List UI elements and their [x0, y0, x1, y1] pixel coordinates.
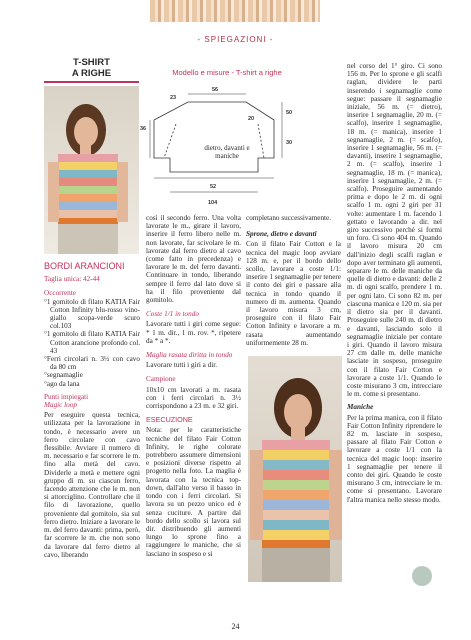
left-column [44, 262, 140, 561]
list-item: ° 1 gomitolo di filato KATIA Fair Cotton arancione profondo col. 43 [44, 330, 140, 355]
model-photo-top [44, 86, 139, 254]
coste-heading: Coste 1/1 in tondo [146, 310, 199, 319]
maniche-text: Per la prima manica, con il filato Fair Cotton Infinity riprendere le 82 m. lasciate in sospeso, passare al filato Fair Cotton e lavorare a coste 1/1 con la tecnica del magic loop: inserire 1 segnamaglie per tenere il conto dei giri. Quando le coste misurano 3 cm, intrecciare le m. come si presentano. Lavorare l'altra manica nello stesso modo. [347, 413, 442, 504]
title-line-2: A RIGHE [71, 67, 112, 79]
knit-texture-strip [150, 0, 320, 22]
esecuzione-heading: ESECUZIONE [146, 415, 193, 425]
label-30: 30 [286, 140, 293, 146]
coste-text: Lavorare tutti i giri come segue: * 1 m. dir., 1 m. rov. *, ripetere da * a *. [146, 320, 241, 345]
page-number: 24 [231, 622, 240, 631]
title-line-1: T-SHIRT [73, 57, 110, 68]
list-item: ° segnamaglie [44, 371, 140, 379]
mid-paragraph-1: così il secondo ferro. Una volta lavorate le m., girare il lavoro, inserire il ferro libero nelle m. non lavorate, far scivolare le m. lavorate dal ferro dietro al cavo (come fatto in precedenza) e lavorare le m. del ferro davanti. Continuare in tondo, liberando sempre il ferro dal lato dove si ha il filo proveniente dal gomitolo. [146, 214, 241, 305]
sprone-heading: Sprone, dietro e davanti [246, 230, 317, 239]
magic-loop-heading: Magic loop [44, 401, 77, 410]
section-header: - SPIEGAZIONI - [197, 35, 274, 44]
list-item: ° Ferri circolari n. 3½ con cavo da 80 cm [44, 355, 140, 371]
label-23: 23 [170, 95, 177, 101]
campione-text: 10x10 cm lavorati a m. rasata con i ferri circolari n. 3½ corrispondono a 23 m. e 32 giri. [146, 385, 241, 411]
third-column [246, 214, 341, 349]
magic-loop-text: Per eseguire questa tecnica, utilizzata per la lavorazione in tondo, è necessario avere un ferro circolare con cavo flessibile. Avviare il numero di m. necessario e far scorrere le m. fino alla metà del cavo. Dividerle a metà e mettere ogni gruppo di m. su ciascun ferro, facendo attenzione che le m. non si attorciglino. Controllare che il filo di lavorazione, quello proveniente dal gomitolo, sia sul ferro dietro. Iniziare a lavorare le m. del ferro davanti: prima, però, far scorrere le m. che non sono da lavorare dal ferro dietro al cavo, liberando [44, 411, 140, 559]
esecuzione-text: Nota: per le caratteristiche tecniche del filato Fair Cotton Infinity, le righe colorate potrebbero assumere dimensioni e posizioni diverse rispetto al progetto nella foto. La maglia è lavorata con la tecnica top-down, dall'alto verso il basso in tondo con i ferri circolari. Si lavora su un pezzo unico ed è senza cuciture. A partire dal bordo dello scollo si lavora sul dir. distribuendo gli aumenti lungo lo sprone fino a raggiungere le maniche, che si lasciano in sospeso e si [146, 426, 241, 558]
occorrente-heading: Occorrente [44, 289, 76, 298]
list-item: ° ago da lana [44, 380, 140, 388]
diagram-title: Modello e misure - T-shirt a righe [172, 68, 282, 77]
label-50: 50 [286, 110, 293, 116]
punti-heading: Punti impiegati [44, 392, 89, 401]
rasata-heading: Maglia rasata diritta in tondo [146, 351, 233, 360]
right-column [347, 62, 442, 506]
col3-paragraph-1: completano successivamente. [246, 214, 332, 222]
label-52: 52 [210, 184, 217, 190]
maniche-heading: Maniche [347, 403, 374, 412]
label-104: 104 [208, 200, 218, 206]
campione-heading: Campione [146, 375, 176, 384]
label-36: 36 [140, 126, 147, 132]
label-20: 20 [248, 116, 255, 122]
materials-list [44, 298, 140, 388]
model-photo-bottom [248, 356, 342, 582]
middle-column [146, 214, 241, 560]
diagram-center-label: dietro, davanti e maniche [204, 144, 250, 160]
label-56: 56 [212, 87, 219, 93]
right-paragraph-1: nel corso del 1° giro. Ci sono 156 m. Per lo sprone e gli scalfi raglan, dividere le parti inserendo i segnamaglie come segue: passare il segnamaglie iniziale, 56 m. (= dietro), inserire 1 segnamaglie, 20 m. (= scalfo), inserire 1 segnamaglie, 18 m. (= manica), inserire 1 segnamaglie, 2 m. (= scalfo), inserire 1 segnamaglie, 56 m. (= davanti), inserire 1 segnamaglie, 2 m. (= scalfo), inserire 1 segnamaglie, 18 m. (= manica), inserire 1 segnamaglie, 2 m. (= scalfo). Proseguire aumentando prima e dopo le 2 m. di ogni scalfo 1 m. ogni 2 giri per 31 volte: aumentare 1 m. facendo 1 gettato e lavorando a dir. nel giro successivo perché si formi un foro. Ci sono 404 m. Quando il lavoro misura 20 cm dall'inizio degli scalfi raglan e dopo aver terminato gli aumenti, separare le m. delle maniche da quelle di dietro e davanti: delle 2 m. di ogni scalfo, prendere 1 m. per ogni lato. Ci sono 82 m. per ciascuna manica e 120 m. sia per il dietro sia per il davanti. Proseguire sulle 240 m. di dietro e davanti, lasciando solo il segnamaglie iniziale per contare i giri. Quando il lavoro misura 27 cm dalle m. delle maniche lasciate in sospeso, proseguire con il filato Fair Cotton e lavorare a coste 1/1. Quando le coste misurano 3 cm, intrecciare le m. come si presentano. [347, 62, 442, 399]
measurement-diagram [140, 68, 308, 208]
color-variant-title: BORDI ARANCIONI [44, 261, 125, 271]
page-corner-badge [412, 566, 432, 586]
title-rule [44, 81, 139, 83]
title-block [44, 58, 139, 83]
sprone-text: Con il filato Fair Cotton e la tecnica del magic loop avviare 128 m. e, per il bordo dello scollo, lavorare a coste 1/1: inserire 1 segnamaglie per tenere il conto dei giri e passare alla tecnica in tondo quando il numero di m. aumenta. Quando il lavoro misura 3 cm, proseguire con il filato Fair Cotton Infinity e lavorare a m. rasata aumentando uniformemente 28 m. [246, 240, 341, 347]
list-item: ° 1 gomitolo di filato KATIA Fair Cotton Infinity blu-rosso vino-giallo scopa-verde scuro col.103 [44, 298, 140, 331]
size-line: Taglia unica: 42-44 [44, 275, 100, 284]
rasata-text: Lavorare tutti i giri a dir. [146, 361, 218, 370]
